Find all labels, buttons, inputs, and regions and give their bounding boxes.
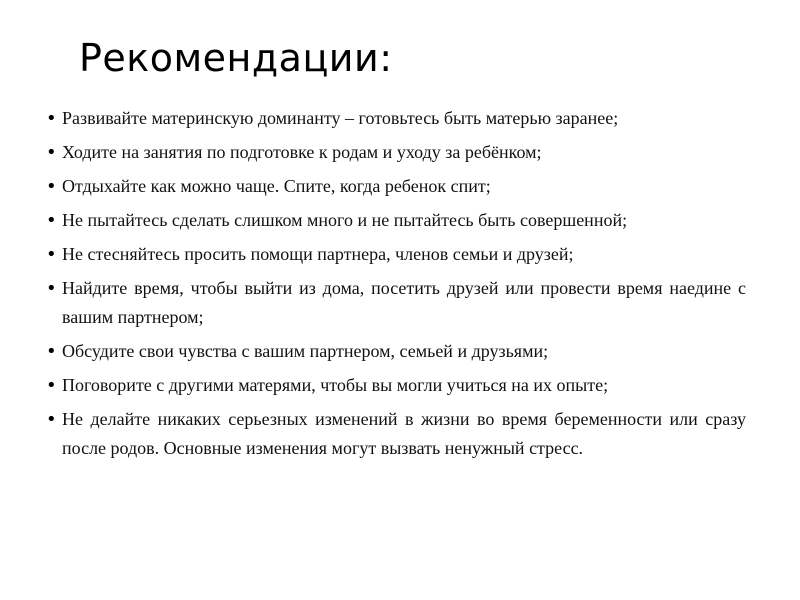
list-item bbox=[46, 405, 746, 463]
list-item bbox=[46, 274, 746, 332]
list-item-text: Не пытайтесь сделать слишком много и не пытайтесь быть совершенной; bbox=[62, 210, 628, 230]
list-item bbox=[46, 206, 746, 235]
bullet-icon: • bbox=[46, 341, 57, 362]
bullet-icon: • bbox=[46, 375, 57, 396]
list-item bbox=[46, 240, 746, 269]
list-item-text: Не делайте никаких серьезных изменений в жизни во время беременности или сразу после родов. Основные изменения могут вызвать ненужный стресс. bbox=[62, 409, 746, 458]
list-item-text: Развивайте материнскую доминанту – готовьтесь быть матерью заранее; bbox=[62, 108, 619, 128]
bullet-icon: • bbox=[46, 409, 57, 430]
bullet-icon: • bbox=[46, 244, 57, 265]
slide-title: Рекомендации: bbox=[79, 36, 393, 80]
recommendations-list bbox=[46, 104, 746, 468]
list-item-text: Поговорите с другими матерями, чтобы вы могли учиться на их опыте; bbox=[62, 375, 609, 395]
list-item bbox=[46, 371, 746, 400]
list-item-text: Отдыхайте как можно чаще. Спите, когда ребенок спит; bbox=[62, 176, 491, 196]
list-item-text: Найдите время, чтобы выйти из дома, посетить друзей или провести время наедине с вашим партнером; bbox=[62, 278, 746, 327]
list-item bbox=[46, 138, 746, 167]
bullet-icon: • bbox=[46, 142, 57, 163]
bullet-icon: • bbox=[46, 176, 57, 197]
list-item bbox=[46, 337, 746, 366]
list-item-text: Обсудите свои чувства с вашим партнером, семьей и друзьями; bbox=[62, 341, 549, 361]
bullet-icon: • bbox=[46, 278, 57, 299]
list-item bbox=[46, 104, 746, 133]
list-item bbox=[46, 172, 746, 201]
list-item-text: Не стесняйтесь просить помощи партнера, членов семьи и друзей; bbox=[62, 244, 574, 264]
bullet-icon: • bbox=[46, 210, 57, 231]
list-item-text: Ходите на занятия по подготовке к родам и уходу за ребёнком; bbox=[62, 142, 542, 162]
bullet-icon: • bbox=[46, 108, 57, 129]
